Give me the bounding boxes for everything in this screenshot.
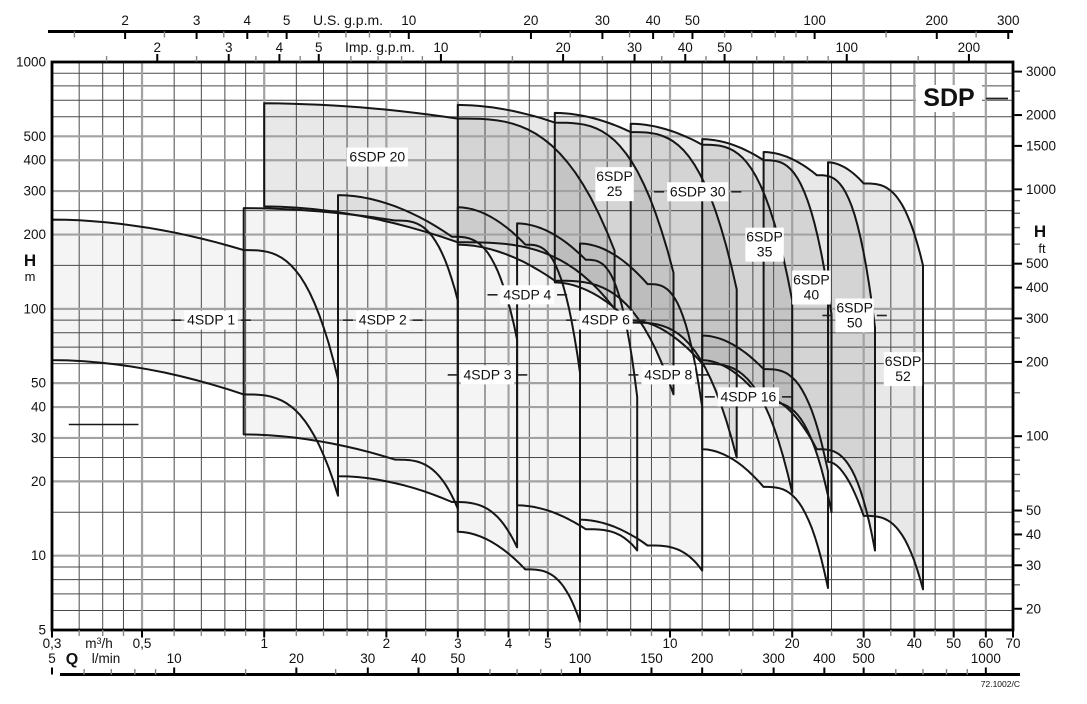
h-ft-tick-label: 2000 xyxy=(1026,107,1057,123)
h-ft-tick-label: 50 xyxy=(1026,503,1042,519)
pump-label-text: 6SDP xyxy=(596,168,633,185)
m3h-tick-label: 4 xyxy=(504,636,513,651)
pump-label-text: 6SDP xyxy=(836,299,873,316)
h-ft-tick-label: 1500 xyxy=(1026,138,1057,154)
us-gpm-tick-label: 2 xyxy=(121,13,129,28)
h-m-tick-label: 5 xyxy=(38,622,46,638)
lmin-tick-label: 5 xyxy=(48,651,56,666)
us-gpm-tick-label: 3 xyxy=(192,13,201,28)
pump-label-text: 25 xyxy=(606,183,623,200)
pump-label-6sdp-52 xyxy=(884,352,922,386)
imp-gpm-tick-label: 10 xyxy=(433,40,449,55)
h-m-tick-label: 100 xyxy=(23,301,46,317)
lmin-tick-label: 1000 xyxy=(970,651,1001,666)
h-m-tick-label: 10 xyxy=(30,548,46,564)
us-gpm-tick-label: 5 xyxy=(282,13,291,28)
imp-gpm-tick-label: 50 xyxy=(717,40,733,55)
h-m-axis-unit: m xyxy=(24,269,36,284)
pump-label-text: 4SDP 4 xyxy=(503,286,552,303)
h-ft-tick-label: 30 xyxy=(1026,557,1042,573)
us-gpm-tick-label: 30 xyxy=(594,13,610,28)
pump-label-text: 35 xyxy=(756,243,773,260)
h-m-tick-label: 40 xyxy=(30,399,46,415)
us-gpm-tick-label: 50 xyxy=(684,13,700,28)
lmin-tick-label: 200 xyxy=(690,651,714,666)
h-ft-tick-label: 1000 xyxy=(1026,181,1057,197)
m3h-tick-label: 0,5 xyxy=(132,636,152,651)
pump-label-6sdp-40 xyxy=(792,271,830,305)
imp-gpm-tick-label: 5 xyxy=(315,40,323,55)
h-ft-axis-unit: ft xyxy=(1038,241,1046,256)
h-m-tick-label: 400 xyxy=(23,152,46,168)
h-m-tick-label: 1000 xyxy=(15,54,46,70)
pump-label-6sdp-20 xyxy=(347,148,408,167)
lmin-tick-label: 10 xyxy=(166,651,182,666)
imp-gpm-tick-label: 4 xyxy=(275,40,284,55)
lmin-unit-label: l/min xyxy=(91,651,121,666)
m3h-tick-label: 0,3 xyxy=(42,636,62,651)
m3h-tick-label: 30 xyxy=(856,636,872,651)
us-gpm-tick-label: 100 xyxy=(803,13,826,28)
q-axis-label: Q xyxy=(65,651,79,668)
imp-gpm-tick-label: 20 xyxy=(555,40,571,55)
h-ft-tick-label: 400 xyxy=(1026,280,1049,296)
imp-gpm-tick-label: 200 xyxy=(957,40,981,55)
chart-title: SDP xyxy=(923,84,975,112)
m3h-tick-label: 60 xyxy=(978,636,994,651)
us-gpm-tick-label: 4 xyxy=(243,13,252,28)
lmin-tick-label: 40 xyxy=(410,651,427,666)
pump-label-text: 6SDP xyxy=(884,353,922,370)
h-ft-tick-label: 3000 xyxy=(1026,64,1057,80)
h-m-tick-label: 50 xyxy=(30,375,46,391)
pump-label-text: 6SDP xyxy=(793,271,830,288)
us-gpm-tick-label: 40 xyxy=(645,13,661,28)
pump-label-6sdp-35 xyxy=(745,228,783,262)
m3h-tick-label: 3 xyxy=(454,636,462,651)
h-ft-tick-label: 100 xyxy=(1026,428,1049,444)
us-gpm-tick-label: 300 xyxy=(996,13,1020,28)
m3h-tick-label: 5 xyxy=(544,636,552,651)
m3h-tick-label: 2 xyxy=(382,636,391,651)
lmin-tick-label: 300 xyxy=(762,651,785,666)
m3h-tick-label: 40 xyxy=(906,636,922,651)
lmin-tick-label: 100 xyxy=(568,651,592,666)
pump-label-6sdp-30 xyxy=(654,182,741,201)
pump-label-text: 6SDP 30 xyxy=(669,183,726,200)
h-m-tick-label: 30 xyxy=(30,430,46,446)
us-gpm-tick-label: 10 xyxy=(401,13,417,28)
h-ft-tick-label: 300 xyxy=(1026,310,1049,326)
us-gpm-tick-label: 20 xyxy=(523,13,539,28)
m3h-unit-label: $m^3/h$ xyxy=(85,636,113,651)
pump-label-text: 4SDP 8 xyxy=(644,366,693,383)
lmin-tick-label: 20 xyxy=(288,651,304,666)
h-ft-tick-label: 40 xyxy=(1026,526,1042,542)
imp-gpm-tick-label: 40 xyxy=(677,40,693,55)
h-ft-tick-label: 20 xyxy=(1026,601,1042,617)
pump-label-6sdp-25 xyxy=(595,167,633,201)
h-ft-tick-label: 500 xyxy=(1026,256,1049,272)
lmin-tick-label: 400 xyxy=(813,651,836,666)
h-m-axis-title: H xyxy=(23,251,37,270)
h-m-tick-label: 500 xyxy=(23,128,46,144)
pump-label-text: 4SDP 16 xyxy=(720,388,777,405)
pump-label-4sdp-16 xyxy=(705,387,792,406)
lmin-tick-label: 500 xyxy=(852,651,875,666)
lmin-tick-label: 50 xyxy=(450,651,466,666)
h-m-tick-label: 20 xyxy=(30,473,46,489)
h-ft-tick-label: 200 xyxy=(1026,354,1049,370)
imp-gpm-tick-label: 30 xyxy=(627,40,643,55)
us-gpm-tick-label: 200 xyxy=(925,13,949,28)
pump-label-text: 40 xyxy=(803,286,820,303)
m3h-tick-label: 50 xyxy=(946,636,962,651)
imp-gpm-unit-label: Imp. g.p.m. xyxy=(344,39,416,55)
imp-gpm-tick-label: 3 xyxy=(224,40,233,55)
chart-title-group xyxy=(916,84,1008,112)
pump-label-text: 50 xyxy=(846,314,863,331)
lmin-tick-label: 30 xyxy=(360,651,376,666)
m3h-tick-label: 70 xyxy=(1005,636,1021,651)
imp-gpm-tick-label: 100 xyxy=(835,40,859,55)
m3h-tick-label: 20 xyxy=(784,636,800,651)
pump-label-text: 6SDP xyxy=(746,228,783,245)
m3h-tick-label: 10 xyxy=(662,636,678,651)
pump-label-text: 4SDP 3 xyxy=(463,366,512,383)
h-m-tick-label: 300 xyxy=(23,183,46,199)
us-gpm-unit-label: U.S. g.p.m. xyxy=(312,12,384,28)
lmin-tick-label: 150 xyxy=(640,651,663,666)
pump-label-text: 6SDP 20 xyxy=(349,148,406,165)
pump-label-text: 52 xyxy=(895,368,911,385)
h-m-tick-label: 200 xyxy=(23,227,46,243)
imp-gpm-tick-label: 2 xyxy=(153,40,162,55)
m3h-tick-label: 1 xyxy=(260,636,268,651)
pump-label-text: 4SDP 2 xyxy=(358,311,407,328)
h-ft-axis-title: H xyxy=(1033,222,1047,241)
pump-label-text: 4SDP 1 xyxy=(187,311,236,328)
pump-label-text: 4SDP 6 xyxy=(581,311,630,328)
drawing-code: 72.1002/C xyxy=(980,679,1020,689)
